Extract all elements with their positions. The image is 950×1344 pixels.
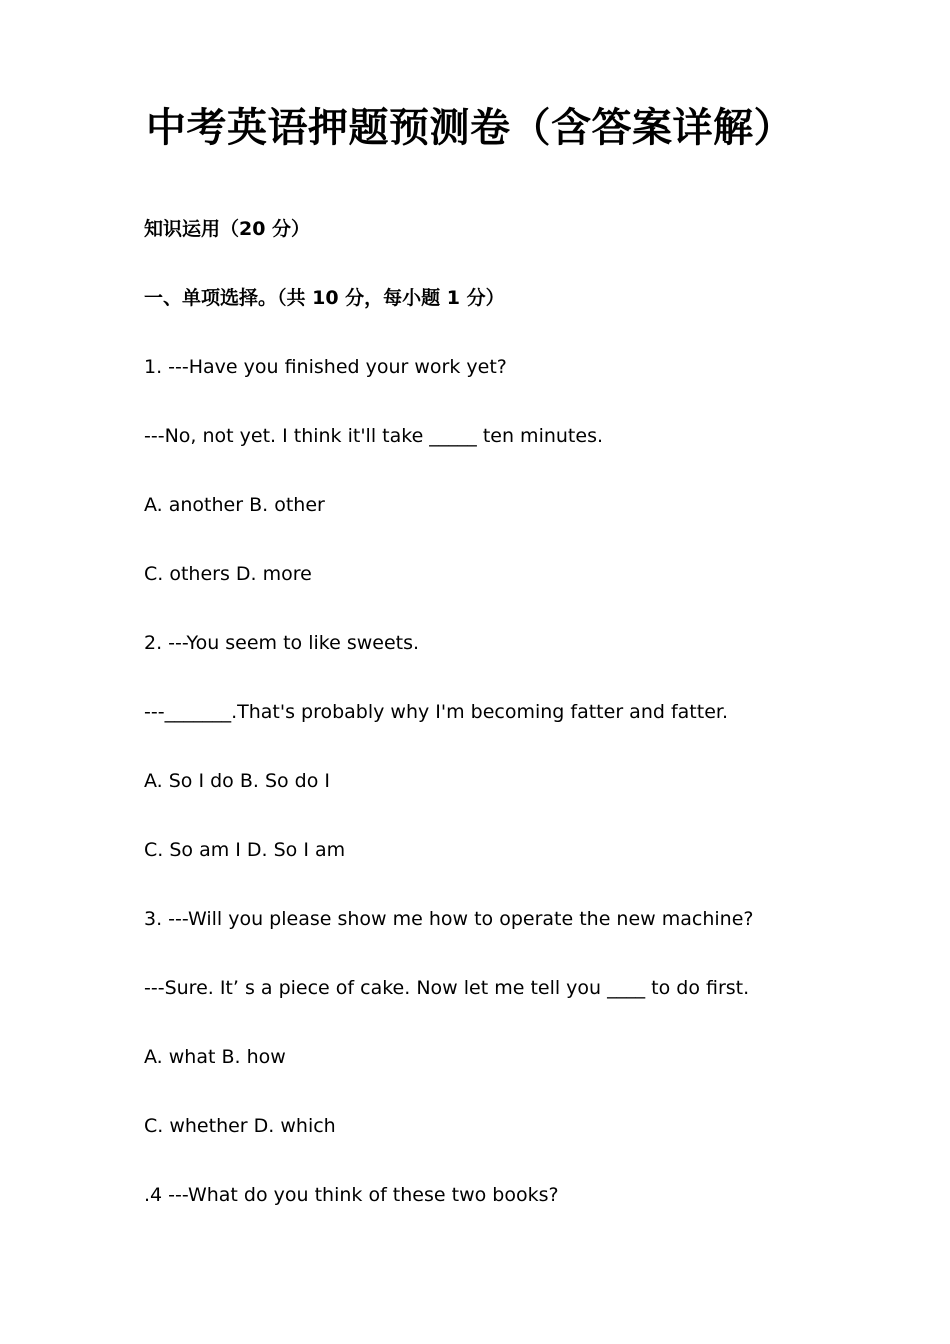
question-3-options-ab: A. what B. how bbox=[144, 1046, 286, 1068]
section-heading: 知识运用（20 分） bbox=[144, 218, 311, 240]
question-2-options-ab: A. So I do B. So do I bbox=[144, 770, 331, 792]
document-title: 中考英语押题预测卷（含答案详解） bbox=[146, 105, 794, 151]
question-2-options-cd: C. So am I D. So I am bbox=[144, 839, 346, 861]
question-1-response: ---No, not yet. I think it'll take _____ ten minutes. bbox=[144, 425, 604, 447]
question-1-options-ab: A. another B. other bbox=[144, 494, 325, 516]
question-2-prompt: 2. ---You seem to like sweets. bbox=[144, 632, 420, 654]
question-4-prompt: .4 ---What do you think of these two books? bbox=[144, 1184, 559, 1206]
question-3-prompt: 3. ---Will you please show me how to operate the new machine? bbox=[144, 908, 754, 930]
question-3-response: ---Sure. It’ s a piece of cake. Now let me tell you ____ to do first. bbox=[144, 977, 750, 999]
question-2-response: ---_______.That's probably why I'm becoming fatter and fatter. bbox=[144, 701, 728, 723]
question-1-prompt: 1. ---Have you finished your work yet? bbox=[144, 356, 507, 378]
question-3-options-cd: C. whether D. which bbox=[144, 1115, 336, 1137]
question-1-options-cd: C. others D. more bbox=[144, 563, 312, 585]
part-heading: 一、单项选择。（共 10 分，每小题 1 分） bbox=[144, 287, 505, 309]
